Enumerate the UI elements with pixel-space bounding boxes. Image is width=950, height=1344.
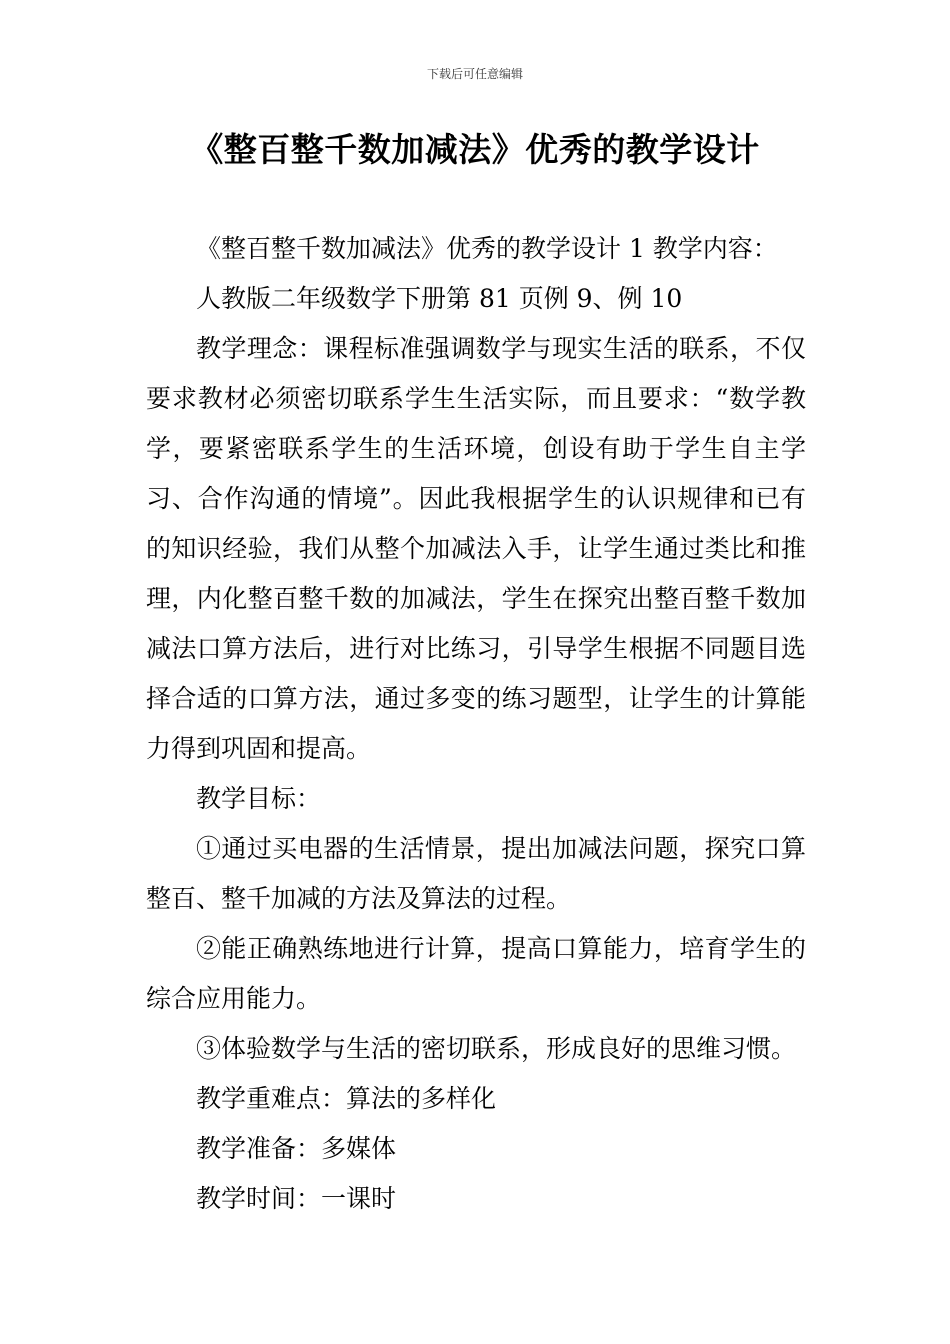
paragraph-objective-3: ③体验数学与生活的密切联系，形成良好的思维习惯。	[196, 1034, 797, 1063]
header-note: 下载后可任意编辑	[426, 67, 523, 81]
paragraph-objective-1: ①通过买电器的生活情景，提出加减法问题，探究口算整百、整千加减的方法及算法的过程。	[146, 834, 806, 913]
paragraph-objective-2: ②能正确熟练地进行计算，提高口算能力，培育学生的综合应用能力。	[146, 934, 806, 1013]
paragraph-key-points: 教学重难点：算法的多样化	[196, 1084, 497, 1113]
paragraph-objectives-heading: 教学目标：	[196, 784, 322, 813]
paragraph-teaching-concept: 教学理念：课程标准强调数学与现实生活的联系，不仅要求教材必须密切联系学生生活实际，而且要求：“数学教学，要紧密联系学生的生活环境，创设有助于学生自主学习、合作沟通的情境”。因此我根据学生的认识规律和已有的知识经验，我们从整个加减法入手，让学生通过类比和推理，内化整百整千数的加减法，学生在探究出整百整千数加减法口算方法后，进行对比练习，引导学生根据不同题目选择合适的口算方法，通过多变的练习题型，让学生的计算能力得到巩固和提高。	[146, 334, 806, 763]
document-title: 《整百整千数加减法》优秀的教学设计	[190, 130, 760, 169]
paragraph-preparation: 教学准备：多媒体	[196, 1134, 397, 1163]
document-body	[146, 224, 806, 1224]
paragraph-intro: 《整百整千数加减法》优秀的教学设计 1 教学内容：	[196, 234, 778, 263]
paragraph-time: 教学时间：一课时	[196, 1184, 397, 1213]
paragraph-textbook: 人教版二年级数学下册第 81 页例 9、例 10	[196, 284, 683, 313]
